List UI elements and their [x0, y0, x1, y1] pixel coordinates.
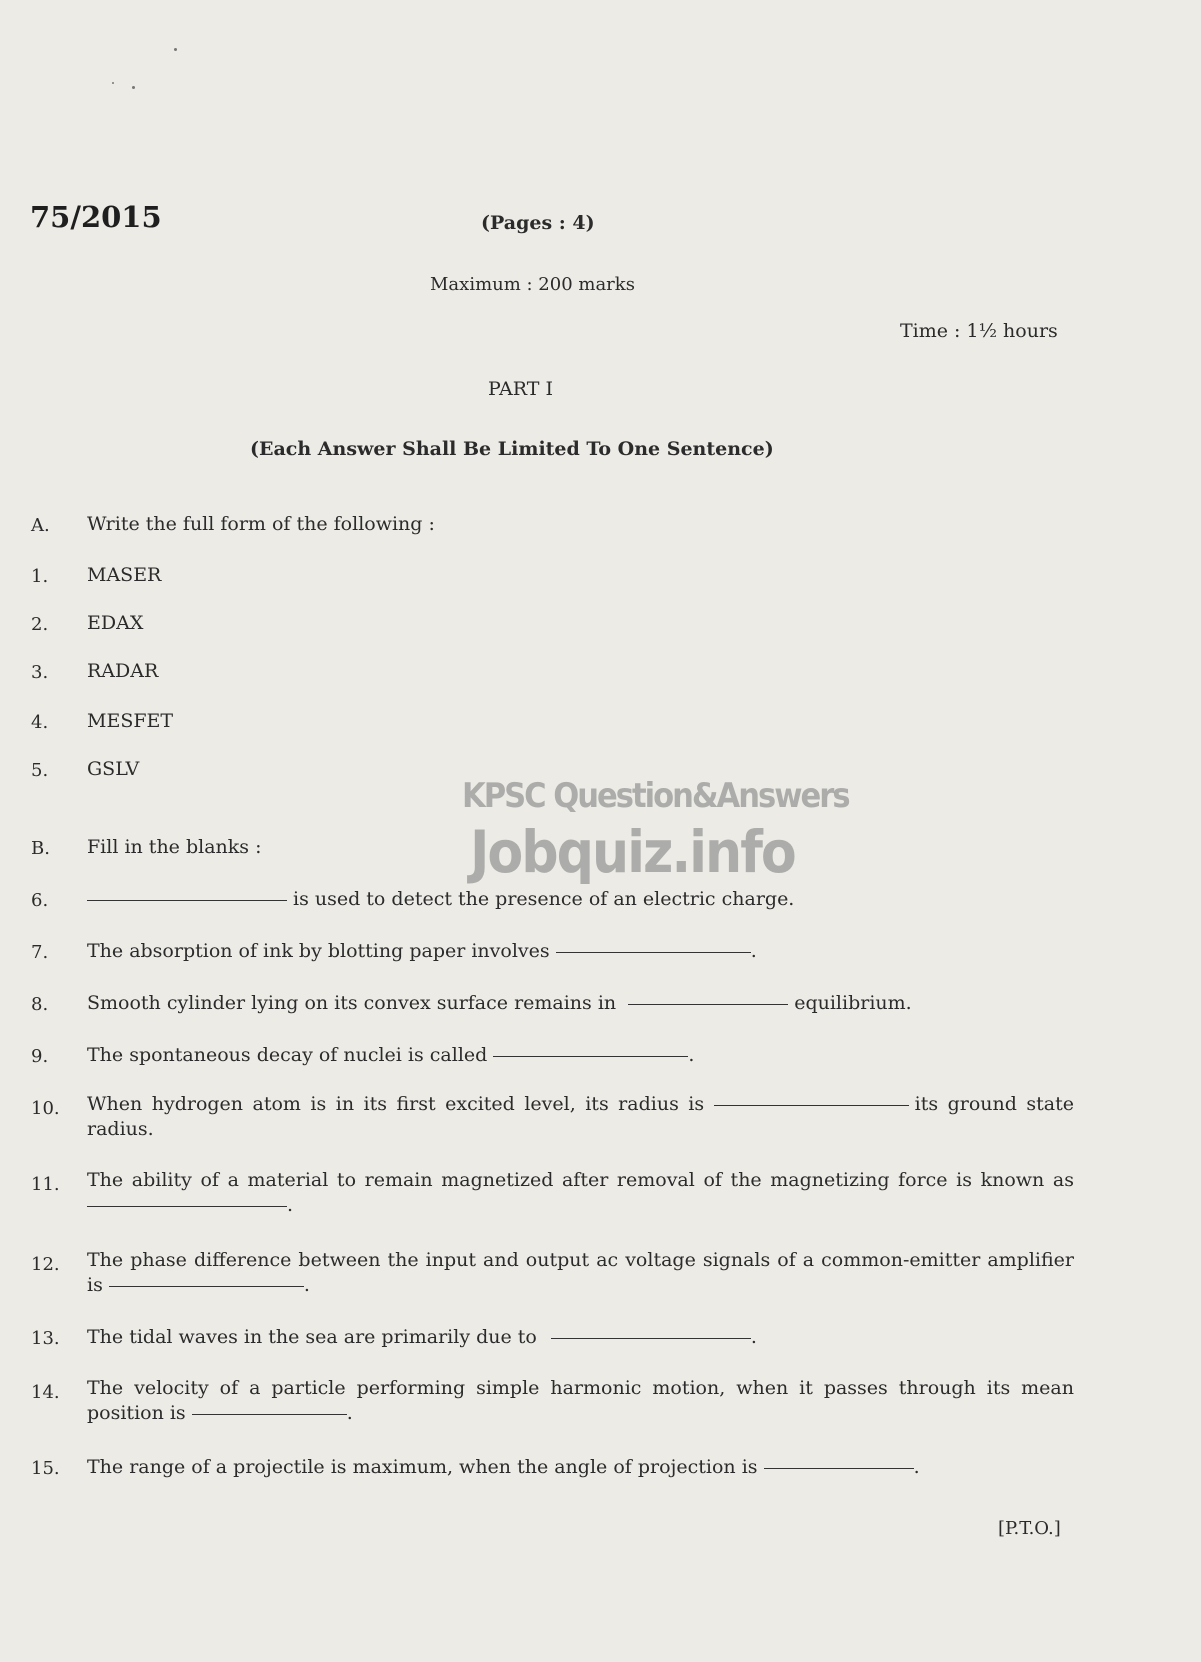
- question-text: When hydrogen atom is in its first excited level, its radius is its ground state radius.: [87, 1093, 1074, 1140]
- answer-blank: [628, 1004, 788, 1005]
- maximum-marks: Maximum : 200 marks: [430, 274, 635, 295]
- watermark-line-2: Jobquiz.info: [470, 818, 795, 886]
- question-text: MASER: [87, 564, 162, 586]
- question-number: 15.: [31, 1458, 60, 1479]
- question-text: is used to detect the presence of an electric charge.: [87, 888, 794, 910]
- question-number: 10.: [31, 1098, 60, 1119]
- question-number: 1.: [31, 566, 49, 587]
- section-a-heading: Write the full form of the following :: [87, 513, 435, 535]
- question-number: 6.: [31, 890, 49, 911]
- question-text: The spontaneous decay of nuclei is called .: [87, 1044, 695, 1066]
- question-number: 3.: [31, 662, 49, 683]
- answer-blank: [714, 1105, 909, 1106]
- answer-blank: [87, 1206, 287, 1207]
- question-text: The absorption of ink by blotting paper involves .: [87, 940, 757, 962]
- question-text: The ability of a material to remain magnetized after removal of the magnetizing force is known as .: [87, 1169, 1074, 1216]
- question-text: EDAX: [87, 612, 144, 634]
- page-count: (Pages : 4): [481, 212, 595, 234]
- scan-speck: [132, 86, 135, 89]
- question-text: The phase difference between the input and output ac voltage signals of a common-emitter amplifier is .: [87, 1249, 1074, 1296]
- question-number: 14.: [31, 1382, 60, 1403]
- paper-code: 75/2015: [30, 200, 162, 234]
- question-number: 11.: [31, 1174, 60, 1195]
- part-title: PART I: [488, 378, 553, 400]
- question-text: The range of a projectile is maximum, when the angle of projection is .: [87, 1456, 920, 1478]
- answer-blank: [493, 1056, 688, 1057]
- part-instruction: (Each Answer Shall Be Limited To One Sentence): [250, 438, 774, 460]
- scan-speck: [112, 82, 114, 84]
- watermark-line-1: KPSC Question&Answers: [462, 776, 849, 816]
- question-number: 13.: [31, 1328, 60, 1349]
- answer-blank: [109, 1286, 304, 1287]
- question-text: The tidal waves in the sea are primarily due to .: [87, 1326, 757, 1348]
- question-text: GSLV: [87, 758, 140, 780]
- question-text: MESFET: [87, 710, 174, 732]
- section-b-label: B.: [31, 838, 50, 859]
- answer-blank: [87, 900, 287, 901]
- scan-speck: [174, 48, 177, 51]
- section-b-heading: Fill in the blanks :: [87, 836, 262, 858]
- question-number: 12.: [31, 1254, 60, 1275]
- question-number: 7.: [31, 942, 49, 963]
- answer-blank: [556, 952, 751, 953]
- question-text: Smooth cylinder lying on its convex surface remains in equilibrium.: [87, 992, 912, 1014]
- answer-blank: [551, 1338, 751, 1339]
- answer-blank: [764, 1468, 914, 1469]
- question-text: RADAR: [87, 660, 159, 682]
- please-turn-over: [P.T.O.]: [998, 1518, 1061, 1539]
- answer-blank: [192, 1414, 347, 1415]
- question-number: 4.: [31, 712, 49, 733]
- question-number: 2.: [31, 614, 49, 635]
- time-allowed: Time : 1½ hours: [900, 320, 1058, 342]
- question-text: The velocity of a particle performing simple harmonic motion, when it passes through its mean position is .: [87, 1377, 1074, 1424]
- question-number: 8.: [31, 994, 49, 1015]
- question-number: 9.: [31, 1046, 49, 1067]
- section-a-label: A.: [31, 515, 50, 536]
- question-number: 5.: [31, 760, 49, 781]
